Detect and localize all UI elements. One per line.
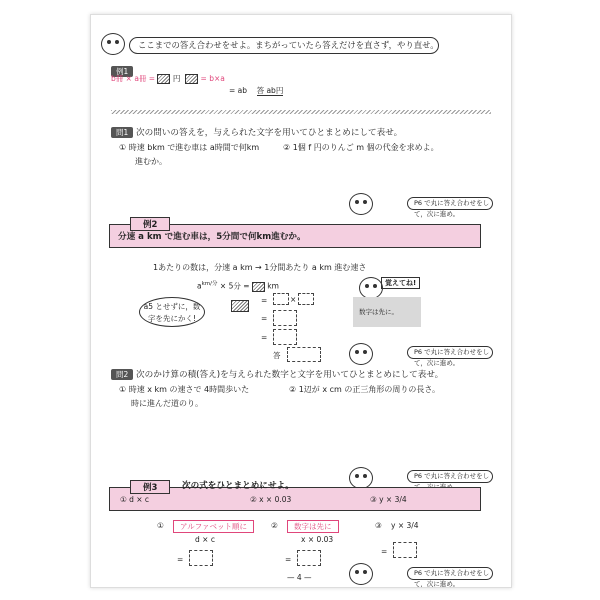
mascot-icon <box>349 193 373 215</box>
answer-blank <box>298 293 314 305</box>
instruction-banner: ここまでの答え合わせをせよ。まちがっていたら答えだけを直さず，やり直せ。 <box>129 37 439 54</box>
example2-line1: 1あたりの数は，分速 a km → 1分間あたり a km 進む速さ <box>153 263 367 272</box>
example2-mid: × 5分 = <box>219 281 250 291</box>
mascot-icon <box>349 563 373 585</box>
q1-label: 問1 <box>111 127 133 138</box>
q1-sub2-text: 1個 f 円のりんご m 個の代金を求めよ。 <box>292 143 439 152</box>
check-banner: P6 で丸に答え合わせをして，次に進め。 <box>407 346 493 359</box>
q2-sub2-number: ② <box>289 385 297 394</box>
q1-sub1-line2: 進むか。 <box>135 157 167 166</box>
eq-sign: = <box>285 555 292 564</box>
eq-sign: = <box>261 314 268 323</box>
example2-unit: km/分 <box>201 281 218 287</box>
q2-sub1-number: ① <box>119 385 127 394</box>
q1-sub2-number: ② <box>283 143 291 152</box>
answer-blank <box>189 550 213 566</box>
example1-line1-part1: b冊 × a冊 = <box>111 74 156 83</box>
worksheet-page <box>90 14 512 588</box>
example3-label: 例3 <box>130 480 170 494</box>
eq-sign: = <box>261 296 268 305</box>
q2-text: 次のかけ算の積(答え)を与えられた数字と文字を用いてひとまとめにして表せ。 <box>136 370 444 380</box>
answer-blank <box>393 542 417 558</box>
check-banner: P6 で丸に答え合わせをして，次に進め。 <box>407 197 493 210</box>
example3-item3: ③ y × 3/4 <box>370 495 407 504</box>
mascot-icon <box>101 33 125 55</box>
ex3-number-1: ① <box>157 521 164 530</box>
answer-label: 答 <box>273 351 281 360</box>
check-banner: P6 で丸に答え合わせをし <box>407 470 493 483</box>
hatched-box-icon <box>231 300 249 312</box>
example1-answer: 答 ab円 <box>256 86 284 95</box>
hint-alphabetical: アルファベット順に <box>173 520 254 533</box>
hatched-box-icon <box>185 74 198 84</box>
times-sign: × <box>290 295 297 304</box>
q1-sub1-line1: 時速 bkm で進む車は a時間で何km <box>128 143 260 152</box>
example1-line1-part2: 円 <box>172 74 181 83</box>
hint-number-first: 数字は先に <box>287 520 339 533</box>
mascot-icon <box>349 467 373 489</box>
q2-sub1-line2: 時に進んだ道のり。 <box>131 399 203 408</box>
ex3-number-3: ③ <box>375 521 382 530</box>
example2-title: 分速 a km で進む車は，5分間で何km進むか。 <box>118 232 306 242</box>
ex3-expr2: x × 0.03 <box>301 535 334 544</box>
example2-km: km <box>267 281 279 291</box>
example1-line2: = ab <box>229 86 248 95</box>
answer-blank <box>273 329 297 345</box>
example3-item1: ① d × c <box>120 495 150 504</box>
answer-blank <box>297 550 321 566</box>
q2-label: 問2 <box>111 369 133 380</box>
eq-sign: = <box>381 547 388 556</box>
hatched-box-icon <box>157 74 170 84</box>
q2-sub1-line1: 時速 x km の速さで 4時間歩いた <box>128 385 250 394</box>
hatched-box-icon <box>252 282 265 292</box>
answer-blank <box>287 347 321 362</box>
mascot-icon <box>349 343 373 365</box>
eq-sign: = <box>261 333 268 342</box>
example2-label: 例2 <box>130 217 170 231</box>
example2-banner <box>109 220 481 248</box>
example3-title: 次の式をひとまとめにせよ。 <box>182 481 294 491</box>
q1-sub1-number: ① <box>119 143 127 152</box>
page-number: — 4 — <box>287 573 312 582</box>
ex3-expr1: d × c <box>195 535 215 544</box>
example3-banner <box>109 481 481 511</box>
ex3-expr3: y × 3/4 <box>391 521 419 530</box>
check-banner: P6 で丸に答え合わせをして，次に進め。 <box>407 567 493 580</box>
example1-label: 例1 <box>111 66 133 77</box>
answer-blank <box>273 310 297 326</box>
speech-bubble: a5 とせずに，数字を先にかく! <box>139 297 205 327</box>
answer-blank <box>273 293 289 305</box>
example3-item2: ② x × 0.03 <box>250 495 292 504</box>
memo-note: 数字は先に。 <box>353 297 421 327</box>
ex3-number-2: ② <box>271 521 278 530</box>
memo-title: 覚えてね! <box>381 277 420 289</box>
example1-line1-part3: = b×a <box>200 74 225 83</box>
example2-a: a <box>197 281 202 291</box>
q2-sub2-text: 1辺が x cm の正三角形の周りの長さ。 <box>298 385 441 394</box>
mascot-icon <box>359 277 383 299</box>
divider <box>111 110 491 114</box>
q1-text: 次の問いの答えを，与えられた文字を用いてひとまとめにして表せ。 <box>136 128 403 138</box>
eq-sign: = <box>177 555 184 564</box>
